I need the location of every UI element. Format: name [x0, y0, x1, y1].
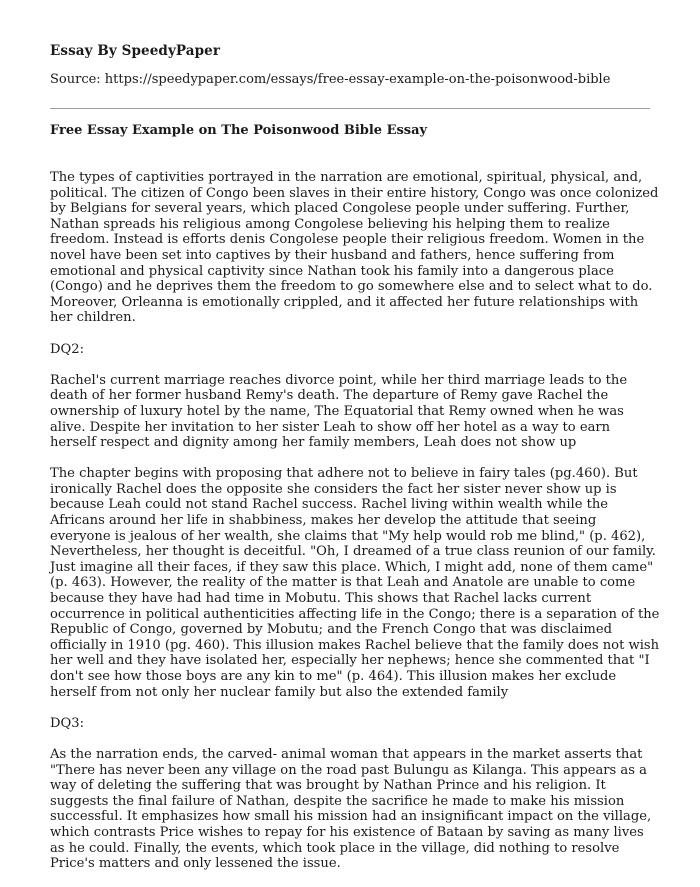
paragraph-dq3: As the narration ends, the carved- animal woman that appears in the market asserts that "There has never been any village on the road past Bulungu as Kilanga. This appears as a way of deleting the suffering that was brought by Nathan Prince and his religion. It suggests the final failure of Nathan, despite the sacrifice he made to make his mission successful. It emphasizes how small his mission had an insignificant impact on the village, which contrasts Price wishes to repay for his existence of Bataan by saving as many lives as he could. Finally, the events, which took place in the village, did nothing to resolve Price's matters and only lessened the issue.: [50, 746, 652, 872]
paragraph-dq2-a: Rachel's current marriage reaches divorce point, while her third marriage leads to the death of her former husband Remy's death. The departure of Remy gave Rachel the ownership of luxury hotel by the name, The Equatorial that Remy owned when he was alive. Despite her invitation to her sister Leah to show off her hotel as a way to earn herself respect and dignity among her family members, Leah does not show up: [50, 372, 628, 451]
section-heading-dq3: DQ3:: [50, 715, 84, 731]
essay-body: [50, 170, 660, 887]
paragraph-dq1: The types of captivities portrayed in the narration are emotional, spiritual, physical, and, political. The citizen of Congo been slaves in their entire history, Congo was once colonized by Belgians for several years, which placed Congolese people under suffering. Further, Nathan spreads his religious among Congolese believing his helping them to realize freedom. Instead is efforts denis Congolese people their religious freedom. Women in the novel have been set into captives by their husband and fathers, hence suffering from emotional and physical captivity since Nathan took his family into a dangerous place (Congo) and he deprives them the freedom to go somewhere else and to select what to do. Moreover, Orleanna is emotionally crippled, and it affected her future relationships with her children.: [50, 170, 659, 326]
document-header-title: Essay By SpeedyPaper: [50, 43, 221, 59]
source-line: Source: https://speedypaper.com/essays/free-essay-example-on-the-poisonwood-bible: [50, 72, 611, 87]
section-heading-dq2: DQ2:: [50, 341, 84, 357]
header-divider: [50, 108, 650, 109]
essay-title: Free Essay Example on The Poisonwood Bible Essay: [50, 123, 428, 138]
paragraph-dq2-b: The chapter begins with proposing that adhere not to believe in fairy tales (pg.460). But ironically Rachel does the opposite she considers the fact her sister never show up is because Leah could not stand Rachel success. Rachel living within wealth while the Africans around her life in shabbiness, makes her develop the attitude that seeing everyone is jealous of her wealth, she claims that "My help would rob me blind," (p. 462), Nevertheless, her thought is deceitful. "Oh, I dreamed of a true class reunion of our family. Just imagine all their faces, if they saw this place. Which, I might add, none of them came" (p. 463). However, the reality of the matter is that Leah and Anatole are unable to come because they have had had time in Mobutu. This shows that Rachel lacks current occurrence in political authenticities affecting life in the Congo; there is a separation of the Republic of Congo, governed by Mobutu; and the French Congo that was disclaimed officially in 1910 (pg. 460). This illusion makes Rachel believe that the family does not wish her well and they have isolated her, especially her nephews; hence she commented that "I don't see how those boys are any kin to me" (p. 464). This illusion makes her exclude herself from not only her nuclear family but also the extended family: [50, 466, 660, 700]
